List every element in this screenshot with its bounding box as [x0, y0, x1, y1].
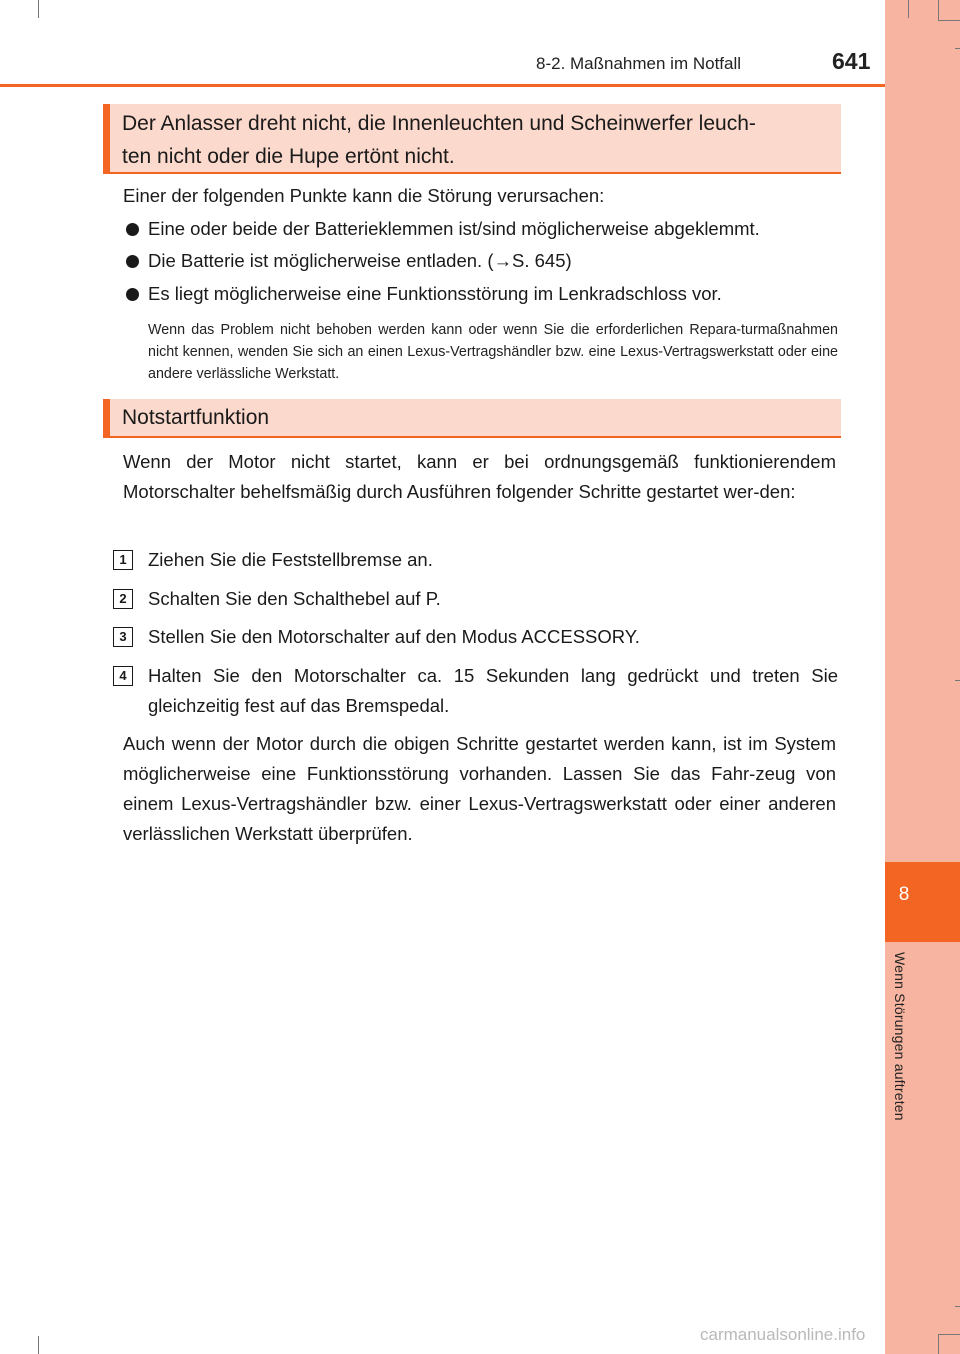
chapter-title-vertical [892, 952, 914, 1182]
bullet-icon [126, 223, 139, 236]
header-rule [0, 84, 885, 87]
bullet-icon [126, 288, 139, 301]
section1-intro: Einer der folgenden Punkte kann die Störung verursachen: [123, 185, 605, 206]
crop-mark [38, 0, 39, 18]
section-heading-starter [103, 104, 841, 174]
watermark: carmanualsonline.info [700, 1325, 866, 1344]
section-heading-text: Notstartfunktion [122, 406, 270, 429]
crop-mark [938, 0, 939, 20]
list-item-text: Die Batterie ist möglicherweise entladen. (→S. 645) [148, 250, 572, 271]
list-item-text: Es liegt möglicherweise eine Funktionsstörung im Lenkradschloss vor. [148, 283, 722, 304]
chapter-title: Wenn Störungen auftreten [892, 952, 908, 1121]
crop-mark [955, 48, 960, 49]
section2-outro: Auch wenn der Motor durch die obigen Schritte gestartet werden kann, ist im System möglicherweise eine Funktionsstörung vorhanden. Lassen Sie das Fahr-zeug von einem Lexus-Vertragshändler bzw. einer Lexus-Vertragswerkstatt oder einer anderen verlässlichen Werkstatt überprüfen. [123, 733, 836, 844]
section1-note: Wenn das Problem nicht behoben werden kann oder wenn Sie die erforderlichen Repara-turmaßnahmen nicht kennen, wenden Sie sich an einen Lexus-Vertragshändler bzw. eine Lexus-Vertragswerkstatt oder eine andere verlässliche Werkstatt. [148, 322, 838, 382]
section2-intro: Wenn der Motor nicht startet, kann er bei ordnungsgemäß funktionierendem Motorschalter behelfsmäßig durch Ausführen folgender Schritte gestartet wer-den: [123, 451, 836, 502]
crop-mark [938, 20, 960, 21]
crop-mark [955, 680, 960, 681]
page-number: 641 [832, 48, 871, 74]
step-number: 4 [113, 666, 133, 686]
step-number: 3 [113, 627, 133, 647]
chapter-number: 8 [898, 884, 910, 905]
section-heading-emergency-start [103, 399, 841, 438]
list-item-text: Eine oder beide der Batterieklemmen ist/sind möglicherweise abgeklemmt. [148, 218, 760, 239]
step-text: Schalten Sie den Schalthebel auf P. [148, 588, 441, 609]
bullet-icon [126, 255, 139, 268]
step-text: Ziehen Sie die Feststellbremse an. [148, 549, 433, 570]
crop-mark [938, 1334, 960, 1335]
crop-mark [908, 0, 909, 18]
crop-mark [938, 1334, 939, 1354]
step-number: 1 [113, 550, 133, 570]
section-heading-line: Der Anlasser dreht nicht, die Innenleuchten und Scheinwerfer leuch- [122, 112, 756, 135]
section-heading-line: ten nicht oder die Hupe ertönt nicht. [122, 145, 455, 168]
step-text: Halten Sie den Motorschalter ca. 15 Sekunden lang gedrückt und treten Sie gleichzeitig fest auf das Bremspedal. [148, 665, 838, 716]
step-text: Stellen Sie den Motorschalter auf den Modus ACCESSORY. [148, 626, 640, 647]
crop-mark [38, 1336, 39, 1354]
running-header: 8-2. Maßnahmen im Notfall [536, 54, 742, 73]
crop-mark [955, 1306, 960, 1307]
step-number: 2 [113, 589, 133, 609]
